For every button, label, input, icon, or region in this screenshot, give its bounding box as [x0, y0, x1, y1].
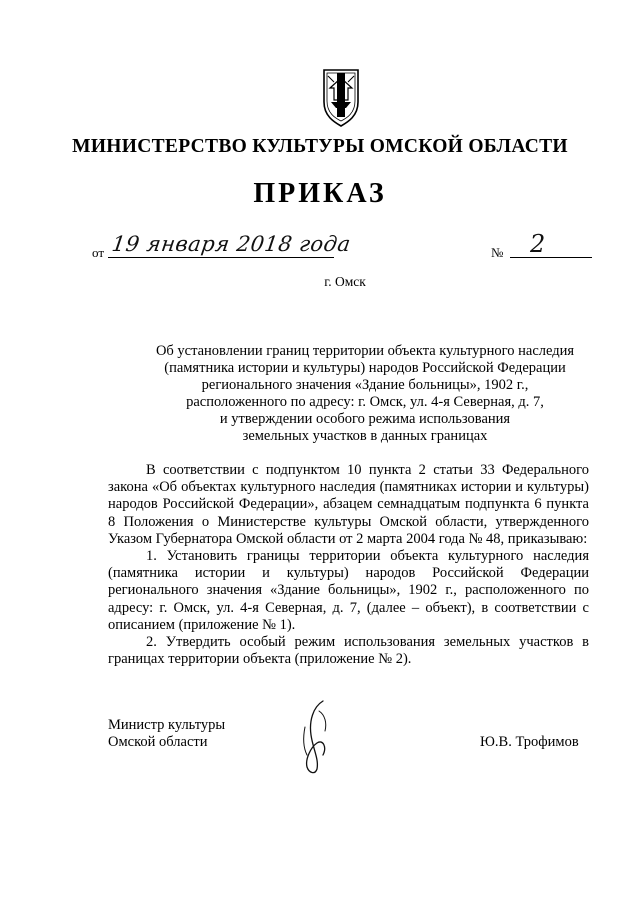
position-line: Министр культуры — [108, 717, 226, 733]
city: г. Омск — [324, 274, 366, 289]
subject-line: земельных участков в данных границах — [242, 428, 488, 444]
date-prefix: от — [92, 245, 105, 260]
item-2-paragraph: 2. Утвердить особый режим использования земельных участков в границах территории объекта (приложение № 2). — [108, 634, 589, 668]
signatory-name: Ю.В. Трофимов — [480, 734, 579, 750]
subject-line: Об установлении границ территории объекта культурного наследия — [155, 343, 575, 359]
order-date: 19 января 2018 года — [110, 232, 353, 256]
subject-line: расположенного по адресу: г. Омск, ул. 4-я Северная, д. 7, — [186, 394, 544, 410]
signatory-position — [108, 717, 225, 751]
preamble-paragraph: В соответствии с подпунктом 10 пункта 2 статьи 33 Федерального закона «Об объектах культурного наследия (памятниках истории и культуры) народов Российской Федерации», абзацем семнадцатым подпункта 6 пункта 8 Положения о Министерстве культуры Омской области, утвержденного Указом Губернатора Омской области от 2 марта 2004 года № 48, приказываю: — [108, 462, 589, 547]
number-prefix: № — [491, 245, 504, 260]
order-subject — [140, 343, 590, 445]
subject-line: и утверждении особого режима использования — [219, 411, 511, 427]
document-title: ПРИКАЗ — [253, 178, 387, 209]
number-underline — [510, 257, 592, 258]
subject-line: (памятника истории и культуры) народов Российской Федерации — [164, 360, 566, 376]
order-body — [108, 462, 589, 668]
date-underline — [108, 257, 334, 258]
order-number: 2 — [530, 230, 546, 258]
ministry-name: МИНИСТЕРСТВО КУЛЬТУРЫ ОМСКОЙ ОБЛАСТИ — [72, 136, 568, 157]
coat-of-arms-icon — [318, 66, 364, 128]
subject-line: регионального значения «Здание больницы», 1902 г., — [201, 377, 529, 393]
handwritten-signature — [283, 697, 343, 777]
item-1-paragraph: 1. Установить границы территории объекта культурного наследия (памятника истории и культуры) народов Российской Федерации регионального значения «Здание больницы», 1902 г., расположенного по адресу: г. Омск, ул. 4-я Северная, д. 7, (далее – объект), в соответствии с описанием (приложение № 1). — [108, 548, 589, 633]
position-line: Омской области — [108, 734, 208, 750]
